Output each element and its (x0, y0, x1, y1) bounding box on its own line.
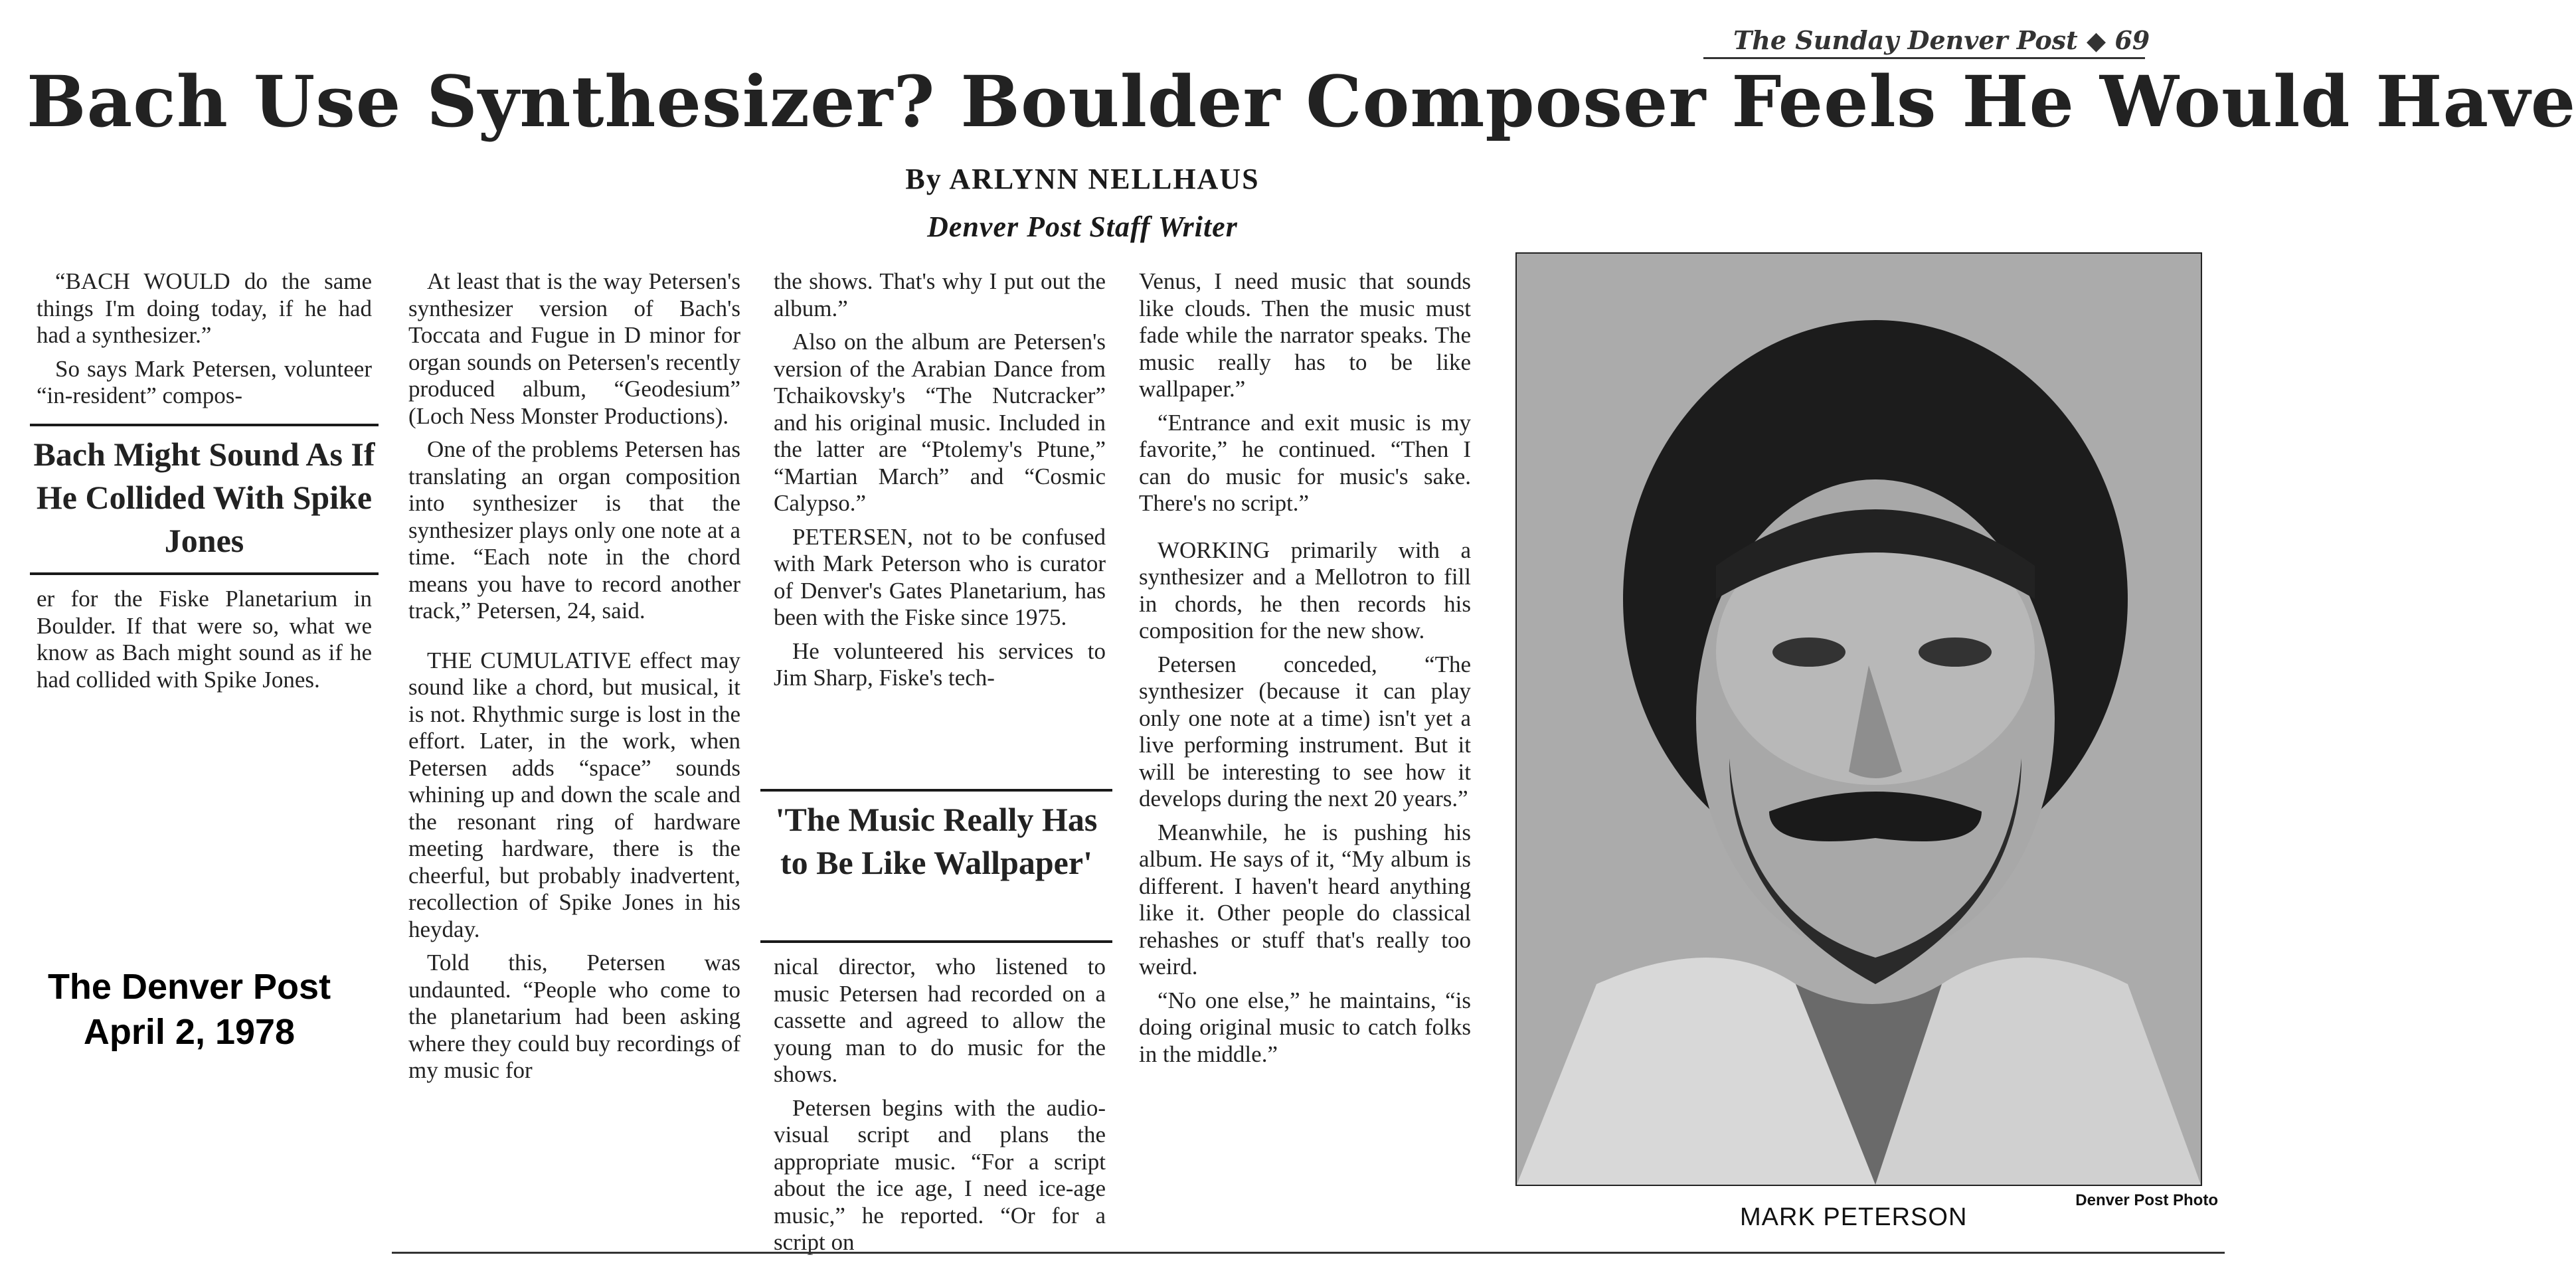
column-4-paragraph: “Entrance and exit music is my favorite,” he continued. “Then I can do music for music's sake. There's no script.” (1139, 409, 1471, 516)
column-4-paragraph: Petersen conceded, “The synthesizer (because it can play only one note at a time) isn't yet a live performing instrument. But it will be interesting to see how it develops during the next 20 years.” (1139, 651, 1471, 811)
pull-quote-2: 'The Music Really Has to Be Like Wallpaper' (775, 801, 1098, 881)
column-4-paragraph: “No one else,” he maintains, “is doing original music to catch folks in the middle.” (1139, 987, 1471, 1067)
credit-date: April 2, 1978 (83, 1012, 296, 1052)
pull-quote-1: Bach Might Sound As If He Collided With Spike Jones (33, 436, 375, 559)
column-2-paragraph: One of the problems Petersen has translating an organ composition into synthesizer is that the synthesizer plays only one note at a time. “Each note in the chord means you have to record another track,” Petersen, 24, said. (408, 436, 740, 624)
bullet-icon: ◆ (2086, 25, 2115, 55)
column-1-paragraph: er for the Fiske Planetarium in Boulder. If that were so, what we know as Bach might sound as if he had collided with Spike Jones. (37, 586, 372, 693)
staff-line: Denver Post Staff Writer (927, 211, 1238, 243)
column-1-bottom (37, 586, 372, 700)
column-2-paragraph: THE CUMULATIVE effect may sound like a chord, but musical, it is not. Rhythmic surge is lost in the effort. Later, in the work, when Petersen adds “space” sounds whining up and down the scale and the resonant ring of hardware meeting hardware, there is the cheerful, but probably inadvertent, recollection of Spike Jones in his heyday. (408, 647, 740, 942)
masthead-rule (1703, 57, 2145, 59)
column-3-paragraph: nical director, who listened to music Petersen had recorded on a cassette and agreed to allow the young man to do music for the shows. (774, 954, 1106, 1087)
column-2-paragraph: At least that is the way Petersen's synthesizer version of Bach's Toccata and Fugue in D minor for organ sounds on Petersen's recently produced album, “Geodesium” (Loch Ness Monster Productions). (408, 268, 740, 429)
masthead-paper: The Sunday Denver Post (1733, 25, 2078, 55)
portrait-illustration (1517, 254, 2201, 1185)
publication-credit (17, 964, 362, 1055)
pull-quote-rule-top (760, 789, 1112, 792)
byline: By ARLYNN NELLHAUS (905, 163, 1260, 195)
portrait-photo (1515, 252, 2202, 1186)
column-3-paragraph: the shows. That's why I put out the album.” (774, 268, 1106, 321)
column-1-paragraph: So says Mark Petersen, volunteer “in-resident” compos- (37, 355, 372, 408)
credit-paper: The Denver Post (47, 967, 331, 1007)
pull-quote-rule-bottom (30, 572, 379, 575)
column-2-paragraph: Told this, Petersen was undaunted. “People who come to the planetarium had been asking where they could buy recordings of my music for (408, 950, 740, 1083)
photo-credit: Denver Post Photo (2075, 1191, 2218, 1209)
headline: Bach Use Synthesizer? Boulder Composer Feels He Would Have (27, 60, 2576, 143)
column-2 (408, 268, 740, 1091)
bottom-rule (392, 1252, 2225, 1254)
column-3-top (774, 268, 1106, 699)
column-3-paragraph: Also on the album are Petersen's version of the Arabian Dance from Tchaikovsky's “The Nutcracker” and his original music. Included in the latter are “Ptolemy's Ptune,” “Martian March” and “Cosmic Calypso.” (774, 329, 1106, 516)
column-3-paragraph: PETERSEN, not to be confused with Mark Peterson who is curator of Denver's Gates Planetarium, has been with the Fiske since 1975. (774, 523, 1106, 630)
column-3-paragraph: He volunteered his services to Jim Sharp, Fiske's tech- (774, 637, 1106, 691)
column-4-paragraph: Meanwhile, he is pushing his album. He says of it, “My album is different. I haven't heard anything like it. Other people do classical rehashes or stuff that's really too weird. (1139, 819, 1471, 979)
page-number: 69 (2114, 25, 2150, 55)
column-3-bottom (774, 954, 1106, 1263)
column-3-paragraph: Petersen begins with the audio-visual script and plans the appropriate music. “For a script about the ice age, I need ice-age music,” he reported. “Or for a script on (774, 1094, 1106, 1255)
column-1-top (37, 268, 372, 416)
column-4 (1139, 268, 1471, 1074)
pull-quote-rule-top (30, 424, 379, 426)
column-1-paragraph: “BACH WOULD do the same things I'm doing today, if he had had a synthesizer.” (37, 268, 372, 348)
photo-caption: MARK PETERSON (1740, 1203, 1968, 1231)
masthead (1733, 25, 2150, 55)
pull-quote-rule-bottom (760, 940, 1112, 943)
column-4-paragraph: WORKING primarily with a synthesizer and a Mellotron to fill in chords, he then records his composition for the new show. (1139, 537, 1471, 643)
column-4-paragraph: Venus, I need music that sounds like clouds. Then the music must fade while the narrator speaks. The music really has to be like wallpaper.” (1139, 268, 1471, 402)
